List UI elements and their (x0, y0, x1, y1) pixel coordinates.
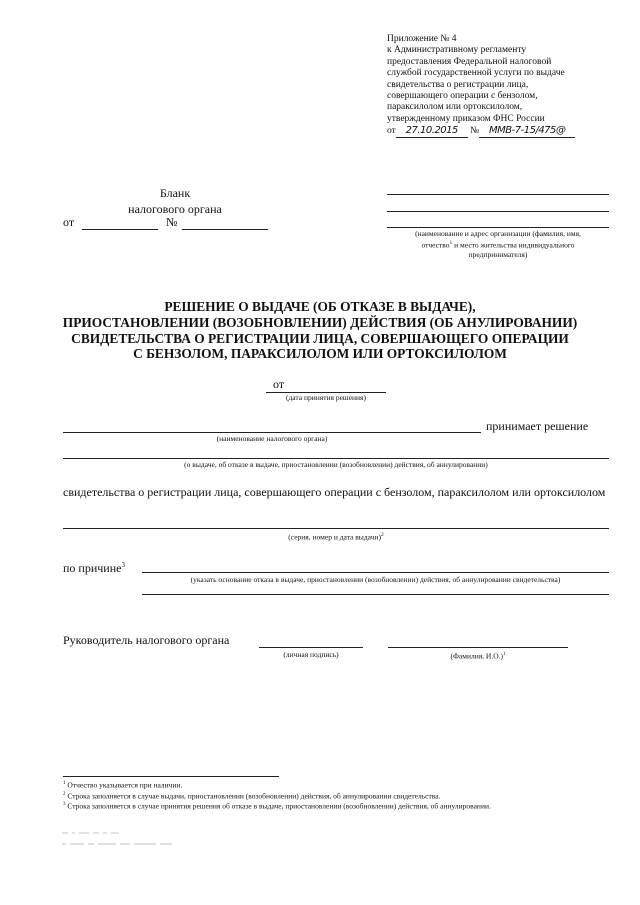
reason-caption: (указать основание отказа в выдаче, приостановлении (возобновлении) действия, об аннулировании свидетельства) (190, 575, 561, 584)
signature-caption: (личная подпись) (283, 650, 339, 659)
reason-line-2 (142, 594, 609, 595)
decision-type-caption: (о выдаче, об отказе в выдаче, приостановлении (возобновлении) действия, об аннулировании) (184, 460, 488, 469)
appendix-line: предоставления Федеральной налоговой (387, 56, 552, 67)
certificate-line (63, 528, 609, 529)
appendix-line: утвержденному приказом ФНС России (387, 113, 545, 124)
appendix-line: совершающего операции с бензолом, (387, 91, 538, 102)
blank-number-label: № (166, 215, 178, 229)
tax-authority-caption: (наименование налогового органа) (216, 434, 328, 443)
caption-text: отчество (421, 240, 450, 249)
decision-phrase: принимает решение (486, 419, 589, 433)
footnote-ref: 1 (449, 239, 453, 246)
footnotes (63, 779, 623, 811)
certificate-caption (63, 531, 609, 542)
document-title (50, 299, 590, 362)
title-line: ПРИОСТАНОВЛЕНИИ (ВОЗОБНОВЛЕНИИ) ДЕЙСТВИЯ (ОБ АНУЛИРОВАНИИ) (62, 314, 578, 330)
appendix-line: службой государственной услуги по выдаче (387, 68, 565, 79)
blank-header (105, 185, 245, 217)
footnote-number: 2 (63, 791, 66, 797)
name-caption (388, 650, 568, 661)
title-line: СВИДЕТЕЛЬСТВА О РЕГИСТРАЦИИ ЛИЦА, СОВЕРШАЮЩЕГО ОПЕРАЦИИ (71, 330, 569, 346)
order-prefix: от (387, 126, 396, 137)
title-line: РЕШЕНИЕ О ВЫДАЧЕ (ОБ ОТКАЗЕ В ВЫДАЧЕ), (164, 299, 476, 314)
appendix-block (387, 34, 597, 138)
caption-line: (наименование и адрес организации (фамилия, имя, (415, 229, 581, 238)
recipient-caption (387, 229, 609, 259)
footnote-ref: 2 (380, 532, 384, 538)
certificate-text: свидетельства о регистрации лица, совершающего операции с бензолом, параксилолом или ортоксилолом (63, 485, 606, 499)
registration-stamp-mark (60, 828, 200, 850)
recipient-line (387, 211, 609, 212)
order-reference (387, 125, 597, 137)
footnote-ref: 3 (121, 561, 125, 569)
footnote-ref: 1 (503, 652, 506, 657)
order-date: 27.10.2015 (396, 125, 468, 137)
footnote-number: 1 (63, 781, 66, 786)
caption-line (387, 239, 609, 250)
appendix-line: параксилолом или ортоксилолом, (387, 102, 523, 113)
reason-line (142, 572, 609, 573)
decision-date-label: от (273, 377, 285, 391)
footnote (63, 779, 623, 790)
caption-line: предпринимателя) (468, 249, 528, 259)
tax-authority-line (63, 432, 481, 433)
reason-label (63, 558, 125, 576)
caption-text: и место жительства индивидуального (454, 240, 575, 249)
appendix-line: к Административному регламенту (387, 45, 527, 56)
name-line (388, 647, 568, 648)
recipient-line (387, 194, 609, 195)
order-number: ММВ-7-15/475@ (479, 125, 575, 137)
footnote (63, 800, 623, 811)
footnote-text: Строка заполняется в случае принятия решения об отказе в выдаче, приостановлении (возобновлении) действия, об аннулировании. (67, 801, 491, 811)
footnote-separator (63, 776, 279, 777)
blank-from-label: от (63, 215, 75, 229)
decision-date-caption: (дата принятия решения) (285, 393, 367, 402)
decision-type-line (63, 458, 609, 459)
blank-title: Бланк (159, 186, 191, 200)
footnote-number: 3 (63, 802, 66, 807)
footnote-text: Строка заполняется в случае выдачи, приостановлении (возобновлении) действия, об аннулировании свидетельства. (67, 791, 441, 800)
order-number-prefix: № (470, 126, 480, 137)
title-line: С БЕНЗОЛОМ, ПАРАКСИЛОЛОМ ИЛИ ОРТОКСИЛОЛОМ (133, 346, 507, 362)
caption-text: (серия, номер и дата выдачи) (288, 532, 381, 542)
recipient-line (387, 227, 609, 228)
appendix-line: свидетельства о регистрации лица, (387, 79, 529, 90)
reason-text: по причине (63, 561, 122, 575)
signature-line (259, 647, 363, 648)
signatory-label: Руководитель налогового органа (63, 633, 230, 647)
caption-text: (Фамилия, И.О.) (450, 651, 504, 661)
blank-date-line (82, 229, 158, 230)
blank-subtitle: налогового органа (128, 202, 222, 216)
footnote-text: Отчество указывается при наличии. (67, 780, 183, 790)
footnote (63, 790, 623, 801)
blank-number-line (182, 229, 268, 230)
appendix-line: Приложение № 4 (387, 34, 457, 44)
